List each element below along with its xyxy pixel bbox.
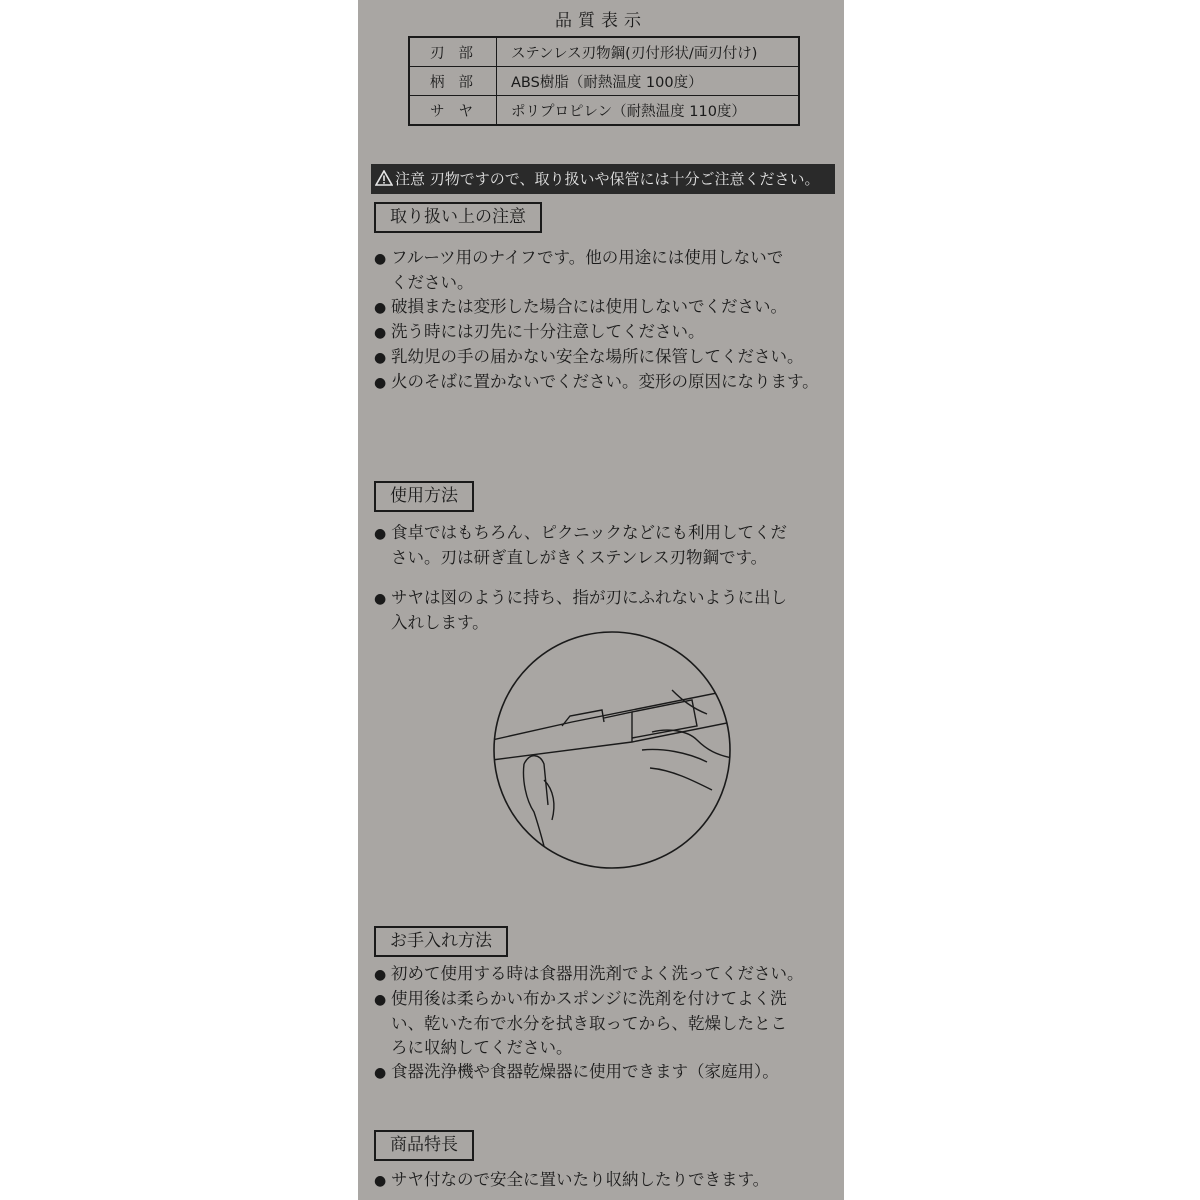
warning-triangle-icon (375, 164, 395, 194)
quality-value: ポリプロピレン（耐熱温度 110度） (497, 96, 800, 126)
list-item: ● 火のそばに置かないでください。変形の原因になります。 (374, 370, 840, 395)
sheath-usage-illustration (492, 630, 732, 870)
table-row (409, 67, 799, 96)
list-item: ● サヤは図のように持ち、指が刃にふれないように出し 入れします。 (374, 586, 840, 635)
quality-label: 柄部 (409, 67, 497, 96)
table-row (409, 96, 799, 126)
quality-label: 刃部 (409, 37, 497, 67)
care-heading: お手入れ方法 (374, 926, 508, 957)
quality-table (408, 36, 800, 126)
quality-title: 品質表示 (555, 11, 647, 31)
warning-text: 注意 刃物ですので、取り扱いや保管には十分ご注意ください。 (395, 170, 820, 188)
features-list (374, 1168, 840, 1193)
usage-heading: 使用方法 (374, 481, 474, 512)
list-item: ● 食卓ではもちろん、ピクニックなどにも利用してくだ さい。刃は研ぎ直しがきくステンレス刃物鋼です。 (374, 521, 840, 570)
list-item: ● 洗う時には刃先に十分注意してください。 (374, 320, 840, 345)
features-heading: 商品特長 (374, 1130, 474, 1161)
package-panel (358, 0, 844, 1200)
list-item: ● 乳幼児の手の届かない安全な場所に保管してください。 (374, 345, 840, 370)
list-item: ● 食器洗浄機や食器乾燥器に使用できます（家庭用）。 (374, 1060, 840, 1085)
list-item: ● 初めて使用する時は食器用洗剤でよく洗ってください。 (374, 962, 840, 987)
quality-value: ABS樹脂（耐熱温度 100度） (497, 67, 800, 96)
quality-label: サヤ (409, 96, 497, 126)
quality-value: ステンレス刃物鋼(刃付形状/両刃付け) (497, 37, 800, 67)
handling-list (374, 246, 840, 395)
handling-heading: 取り扱い上の注意 (374, 202, 542, 233)
list-item: ● フルーツ用のナイフです。他の用途には使用しないで ください。 (374, 246, 840, 295)
list-item: ● 破損または変形した場合には使用しないでください。 (374, 295, 840, 320)
warning-banner (371, 164, 835, 194)
list-item: ● 使用後は柔らかい布かスポンジに洗剤を付けてよく洗 い、乾いた布で水分を拭き取ってから、乾燥したとこ ろに収納してください。 (374, 987, 840, 1060)
care-list (374, 962, 840, 1085)
table-row (409, 37, 799, 67)
list-item: ● サヤ付なので安全に置いたり収納したりできます。 (374, 1168, 840, 1193)
